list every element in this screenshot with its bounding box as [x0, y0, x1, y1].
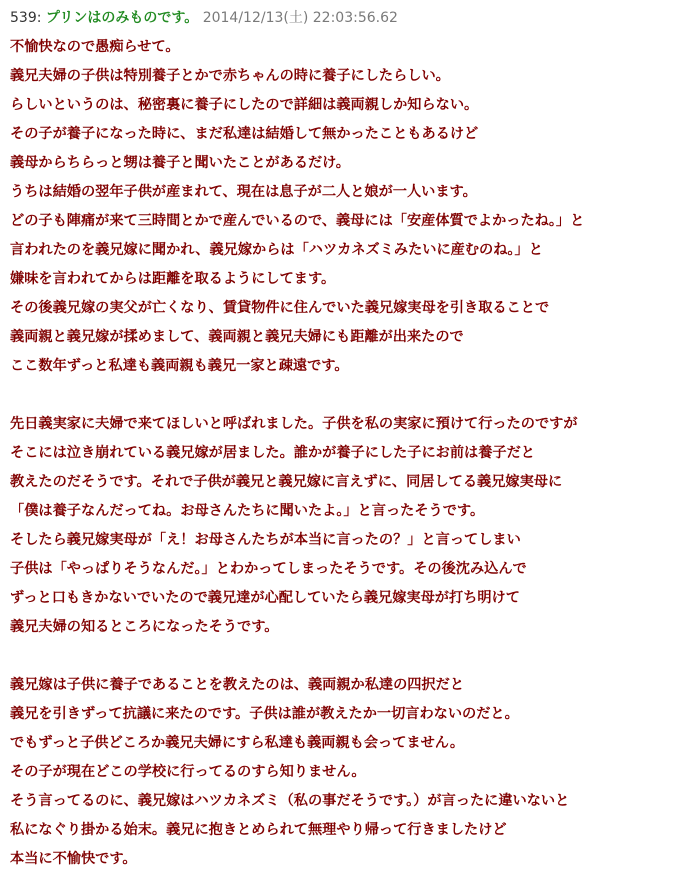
post-number: 539:: [10, 10, 42, 26]
text-line: うちは結婚の翌年子供が産まれて、現在は息子が二人と娘が一人います。: [10, 184, 477, 200]
text-line: 私になぐり掛かる始末。義兄に抱きとめられて無理やり帰って行きましたけど: [10, 822, 507, 838]
text-line: その後義兄嫁の実父が亡くなり、賃貸物件に住んでいた義兄嫁実母を引き取ることで: [10, 300, 550, 316]
text-line: 本当に不愉快です。: [10, 851, 137, 867]
text-line: 子供は「やっぱりそうなんだ。」とわかってしまったそうです。その後沈み込んで: [10, 561, 527, 577]
post-header: [10, 5, 691, 31]
text-line: 義両親と義兄嫁が揉めまして、義両親と義兄夫婦にも距離が出来たので: [10, 329, 464, 345]
text-line: らしいというのは、秘密裏に養子にしたので詳細は義両親しか知らない。: [10, 97, 479, 113]
text-line: その子が現在どこの学校に行ってるのすら知りません。: [10, 764, 366, 780]
text-line: 義母からちらっと甥は養子と聞いたことがあるだけ。: [10, 155, 350, 171]
text-line: 義兄夫婦の子供は特別養子とかで赤ちゃんの時に養子にしたらしい。: [10, 68, 450, 84]
text-line: そう言ってるのに、義兄嫁はハツカネズミ（私の事だそうです。）が言ったに違いないと: [10, 793, 570, 809]
paragraph-spacer: [10, 642, 691, 671]
text-line: 「僕は養子なんだってね。お母さんたちに聞いたよ。」と言ったそうです。: [10, 503, 485, 519]
text-line: ずっと口もきかないでいたので義兄達が心配していたら義兄嫁実母が打ち明けて: [10, 590, 520, 606]
post-body: [10, 33, 691, 874]
text-line: どの子も陣痛が来て三時間とかで産んでいるので、義母には「安産体質でよかったね。」と: [10, 213, 585, 229]
text-line: 不愉快なので愚痴らせて。: [10, 39, 180, 55]
text-line: 義兄夫婦の知るところになったそうです。: [10, 619, 279, 635]
paragraph-3: [10, 671, 691, 874]
paragraph-spacer: [10, 381, 691, 410]
text-line: 義兄嫁は子供に養子であることを教えたのは、義両親か私達の四択だと: [10, 677, 465, 693]
text-line: その子が養子になった時に、まだ私達は結婚して無かったこともあるけど: [10, 126, 479, 142]
text-line: 言われたのを義兄嫁に聞かれ、義兄嫁からは「ハツカネズミみたいに産むのね。」と: [10, 242, 543, 258]
text-line: でもずっと子供どころか義兄夫婦にすら私達も義両親も会ってません。: [10, 735, 465, 751]
text-line: 教えたのだそうです。それで子供が義兄と義兄嫁に言えずに、同居してる義兄嫁実母に: [10, 474, 563, 490]
text-line: ここ数年ずっと私達も義両親も義兄一家と疎遠です。: [10, 358, 349, 374]
paragraph-1: [10, 33, 691, 381]
text-line: そしたら義兄嫁実母が「え！お母さんたちが本当に言ったの？」と言ってしまい: [10, 532, 521, 548]
post-timestamp: 2014/12/13(土) 22:03:56.62: [202, 10, 398, 26]
author-name[interactable]: プリンはのみものです。: [45, 10, 199, 26]
text-line: 義兄を引きずって抗議に来たのです。子供は誰が教えたか一切言わないのだと。: [10, 706, 519, 722]
text-line: そこには泣き崩れている義兄嫁が居ました。誰かが養子にした子にお前は養子だと: [10, 445, 535, 461]
paragraph-2: [10, 410, 691, 642]
text-line: 嫌味を言われてからは距離を取るようにしてます。: [10, 271, 336, 287]
text-line: 先日義実家に夫婦で来てほしいと呼ばれました。子供を私の実家に預けて行ったのですが: [10, 416, 578, 432]
